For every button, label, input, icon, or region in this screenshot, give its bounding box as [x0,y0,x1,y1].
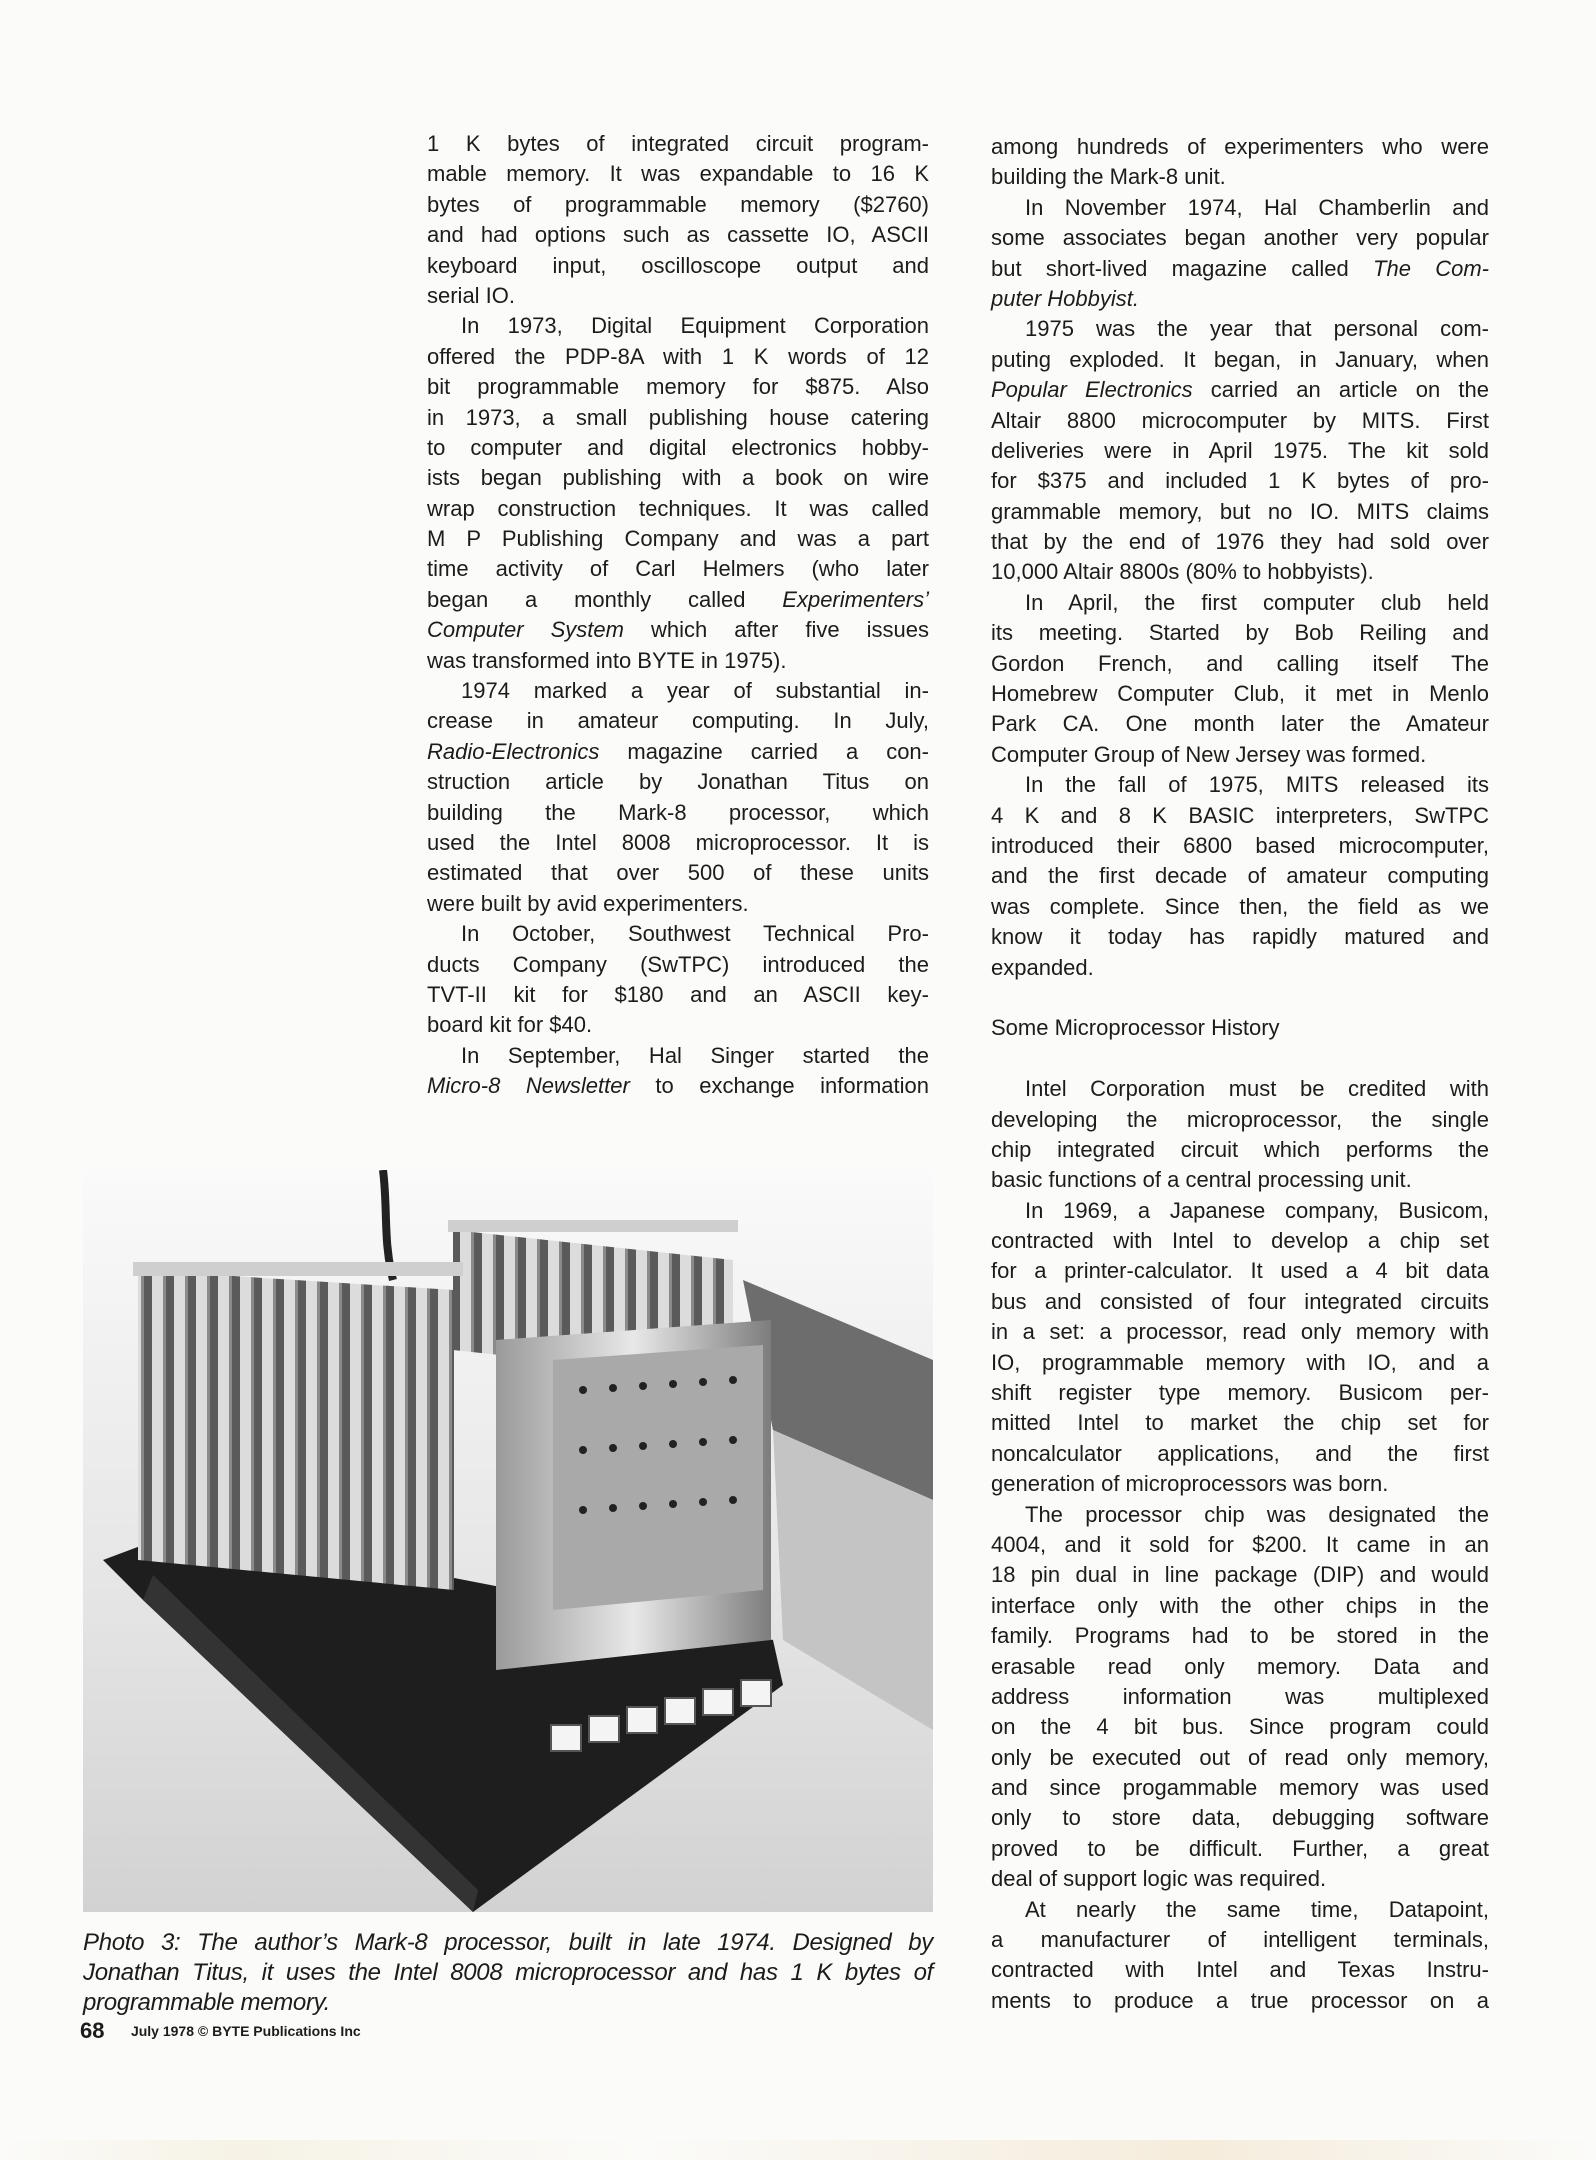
text-line: In November 1974, Hal Chamberlin and [1025,194,1489,220]
text-line: In the fall of 1975, MITS released its [1025,772,1489,798]
text-line: 4004, and it sold for $200. It came in an [991,1531,1489,1557]
text-line: its meeting. Started by Bob Reiling and [991,620,1489,646]
text-line: IO, programmable memory with IO, and a [991,1349,1489,1375]
text-line: 1 K bytes of integrated circuit program- [427,131,929,156]
text-line [427,585,929,615]
text-line: contracted with Intel and Texas Instru- [991,1957,1489,1983]
photo-caption [83,1928,933,2018]
text-line: erasable read only memory. Data and [991,1653,1489,1679]
text-line: Gordon French, and calling itself The [991,650,1489,676]
caption-line: Jonathan Titus, it uses the Intel 8008 microprocessor and has 1 K bytes of [83,1959,933,1986]
text-line: puting exploded. It began, in January, when [991,346,1489,372]
text-line: and since progammable memory was used [991,1775,1489,1801]
text-line: mitted Intel to market the chip set for [991,1410,1489,1436]
text-line: and had options such as cassette IO, ASCII [427,222,929,248]
italic-title: Radio-Electronics [427,738,600,764]
text-line: for $375 and included 1 K bytes of pro- [991,468,1489,494]
publication-line: July 1978 © BYTE Publications Inc [130,2023,361,2039]
text-run: began a monthly called [427,586,783,612]
text-line [427,1071,929,1101]
text-line [991,254,1489,284]
text-line: were built by avid experimenters. [427,890,749,916]
text-line: 10,000 Altair 8800s (80% to hobbyists). [991,559,1374,585]
text-line: In October, Southwest Technical Pro- [461,921,929,947]
italic-title: Computer System [427,617,624,643]
text-line: 4 K and 8 K BASIC interpreters, SwTPC [991,802,1489,828]
text-line: was complete. Since then, the field as we [991,893,1489,919]
page-footer [80,2018,361,2044]
text-line: among hundreds of experimenters who were [991,134,1489,159]
text-line: chip integrated circuit which performs the [991,1136,1489,1162]
text-line: introduced their 6800 based microcomputer, [991,832,1489,858]
text-line: 1974 marked a year of substantial in- [461,678,929,704]
article-column-right [991,132,1489,2016]
text-line [427,737,929,767]
text-line: In April, the first computer club held [1025,589,1489,615]
text-line: board kit for $40. [427,1012,593,1038]
text-run: to exchange information [629,1073,929,1099]
text-line: building the Mark-8 unit. [991,164,1226,190]
text-line: only to store data, debugging software [991,1805,1489,1831]
italic-title: Popular Electronics [991,377,1193,403]
text-line: ists began publishing with a book on wire [427,465,929,491]
caption-line: Photo 3: The author’s Mark-8 processor, built in late 1974. Designed by [83,1929,933,1956]
text-line: In 1969, a Japanese company, Busicom, [1025,1197,1489,1223]
text-line: offered the PDP-8A with 1 K words of 12 [427,343,929,369]
text-line: keyboard input, oscilloscope output and [427,252,929,278]
photo-mark-8-processor [83,1170,933,1912]
text-line: in 1973, a small publishing house catering [427,404,929,430]
text-line: Altair 8800 microcomputer by MITS. First [991,407,1489,433]
text-line: ducts Company (SwTPC) introduced the [427,951,929,977]
text-line: In September, Hal Singer started the [461,1042,929,1068]
text-line: wrap construction techniques. It was called [427,495,929,521]
text-line: noncalculator applications, and the first [991,1440,1489,1466]
text-line: deal of support logic was required. [991,1866,1327,1892]
text-line: serial IO. [427,282,516,308]
italic-title: Experimenters’ [782,586,929,612]
text-run: carried an article on the [1192,377,1489,403]
text-line: 1975 was the year that personal com- [1025,316,1489,342]
text-line: time activity of Carl Helmers (who later [427,556,929,582]
text-line: address information was multiplexed [991,1683,1489,1709]
section-heading: Some Microprocessor History [991,1015,1280,1041]
text-line: struction article by Jonathan Titus on [427,769,929,795]
text-line: interface only with the other chips in the [991,1592,1489,1618]
text-line: M P Publishing Company and was a part [427,526,929,552]
page-number: 68 [80,2018,105,2043]
text-line: generation of microprocessors was born. [991,1471,1389,1497]
text-line: bytes of programmable memory ($2760) [427,191,929,217]
text-line: At nearly the same time, Datapoint, [1025,1896,1489,1922]
text-line: some associates began another very popular [991,225,1489,251]
text-line: family. Programs had to be stored in the [991,1623,1489,1649]
article-column-left [427,129,929,1102]
scan-edge-smudge [0,2140,1596,2160]
text-line: expanded. [991,954,1094,980]
text-line: Homebrew Computer Club, it met in Menlo [991,681,1489,707]
text-line: bus and consisted of four integrated circuits [991,1288,1489,1314]
text-line: for a printer-calculator. It used a 4 bit data [991,1258,1489,1284]
text-line [427,615,929,645]
italic-title: Micro-8 Newsletter [427,1073,630,1099]
caption-line: programmable memory. [83,1989,330,2016]
text-line: deliveries were in April 1975. The kit sold [991,437,1489,463]
text-line: was transformed into BYTE in 1975). [427,647,787,673]
text-line: In 1973, Digital Equipment Corporation [461,313,929,339]
text-line: used the Intel 8008 microprocessor. It is [427,829,929,855]
text-line: basic functions of a central processing unit. [991,1167,1412,1193]
text-line: in a set: a processor, read only memory with [991,1319,1489,1345]
text-line: only be executed out of read only memory, [991,1744,1489,1770]
text-line: 18 pin dual in line package (DIP) and would [991,1562,1489,1588]
text-line: Computer Group of New Jersey was formed. [991,741,1427,767]
text-line: a manufacturer of intelligent terminals, [991,1927,1489,1953]
text-line: on the 4 bit bus. Since program could [991,1714,1489,1740]
heatsink-fins-left [138,1270,454,1590]
text-line: crease in amateur computing. In July, [427,708,929,734]
text-line: The processor chip was designated the [1025,1501,1489,1527]
text-run: which after five issues [623,617,929,643]
text-line: TVT-II kit for $180 and an ASCII key- [427,981,929,1007]
text-line: and the first decade of amateur computing [991,863,1489,889]
text-line: building the Mark-8 processor, which [427,799,929,825]
text-line: that by the end of 1976 they had sold over [991,529,1489,555]
text-line: to computer and digital electronics hobby- [427,434,929,460]
text-line: developing the microprocessor, the single [991,1106,1489,1132]
text-run: magazine carried a con- [599,738,929,764]
text-line: contracted with Intel to develop a chip set [991,1228,1489,1254]
text-line: bit programmable memory for $875. Also [427,374,929,400]
text-line: shift register type memory. Busicom per- [991,1380,1489,1406]
italic-title: puter Hobbyist. [991,285,1139,311]
italic-title: The Com- [1373,255,1490,281]
text-line: grammable memory, but no IO. MITS claims [991,498,1489,524]
text-line: estimated that over 500 of these units [427,860,929,886]
text-line: ments to produce a true processor on a [991,1987,1489,2013]
text-line [991,375,1489,405]
text-line: proved to be difficult. Further, a great [991,1835,1489,1861]
text-line: Park CA. One month later the Amateur [991,711,1489,737]
text-line: know it today has rapidly matured and [991,924,1489,950]
text-line: Intel Corporation must be credited with [1025,1076,1489,1102]
text-run: but short-lived magazine called [991,255,1374,281]
text-line: mable memory. It was expandable to 16 K [427,161,929,187]
text-line [991,284,1489,314]
